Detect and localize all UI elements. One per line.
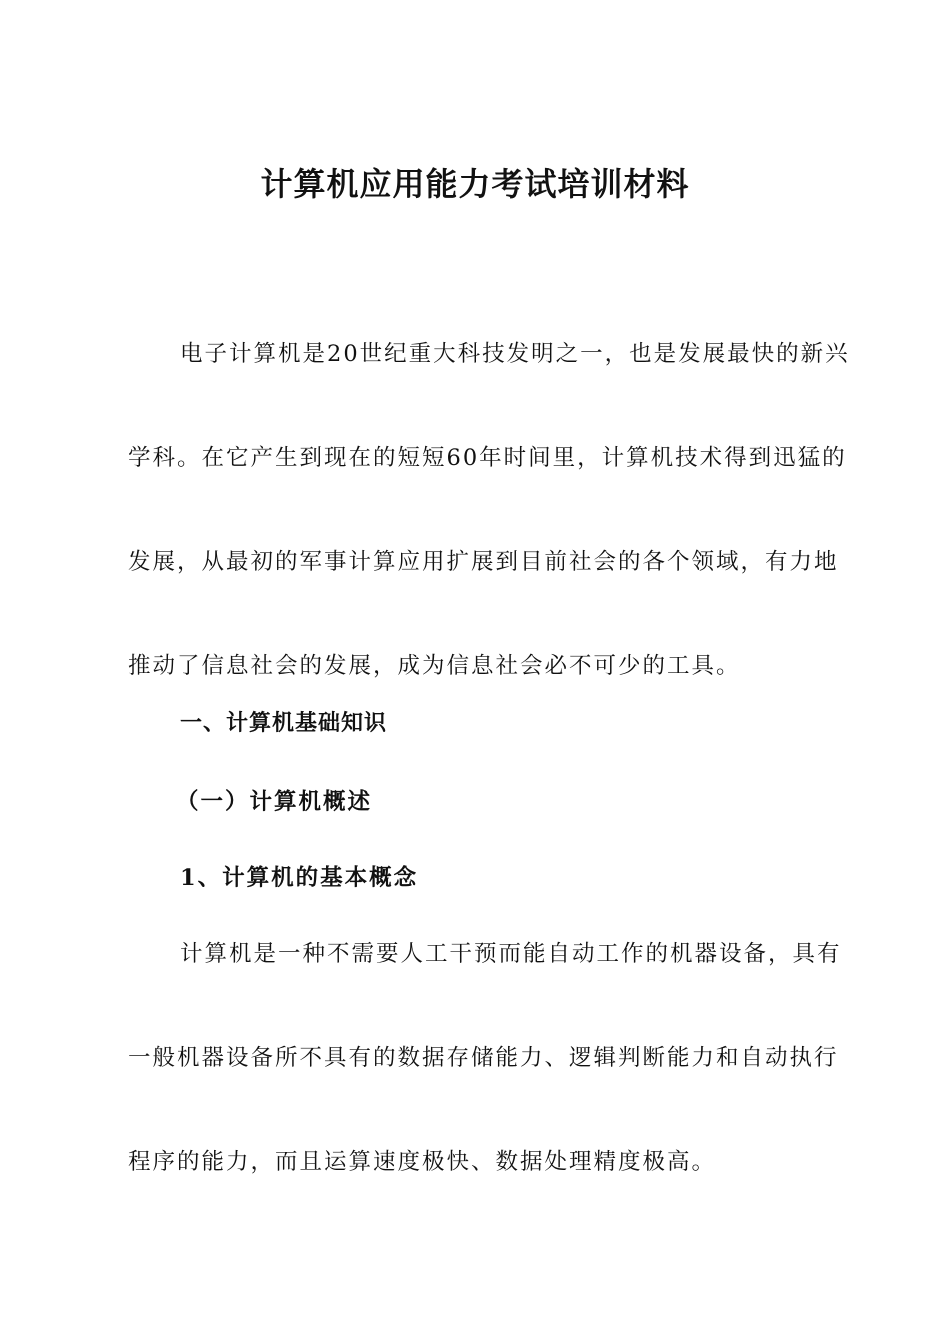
section-heading: 一、计算机基础知识 [180, 711, 388, 736]
definition-paragraph [128, 934, 840, 1246]
numbered-heading: 1、计算机的基本概念 [180, 865, 419, 891]
definition-line: 一般机器设备所不具有的数据存储能力、逻辑判断能力和自动执行 [128, 1045, 839, 1071]
intro-line: 推动了信息社会的发展，成为信息社会必不可少的工具。 [128, 653, 741, 679]
intro-line: 电子计算机是20世纪重大科技发明之一，也是发展最快的新兴 [180, 341, 850, 367]
intro-paragraph [128, 334, 850, 750]
subsection-heading: （一）计算机概述 [176, 789, 373, 815]
definition-line: 计算机是一种不需要人工干预而能自动工作的机器设备，具有 [180, 941, 842, 967]
intro-line: 学科。在它产生到现在的短短60年时间里，计算机技术得到迅猛的 [128, 445, 847, 471]
intro-line: 发展，从最初的军事计算应用扩展到目前社会的各个领域，有力地 [128, 549, 839, 575]
definition-line: 程序的能力，而且运算速度极快、数据处理精度极高。 [128, 1149, 717, 1175]
document-title: 计算机应用能力考试培训材料 [260, 165, 690, 203]
